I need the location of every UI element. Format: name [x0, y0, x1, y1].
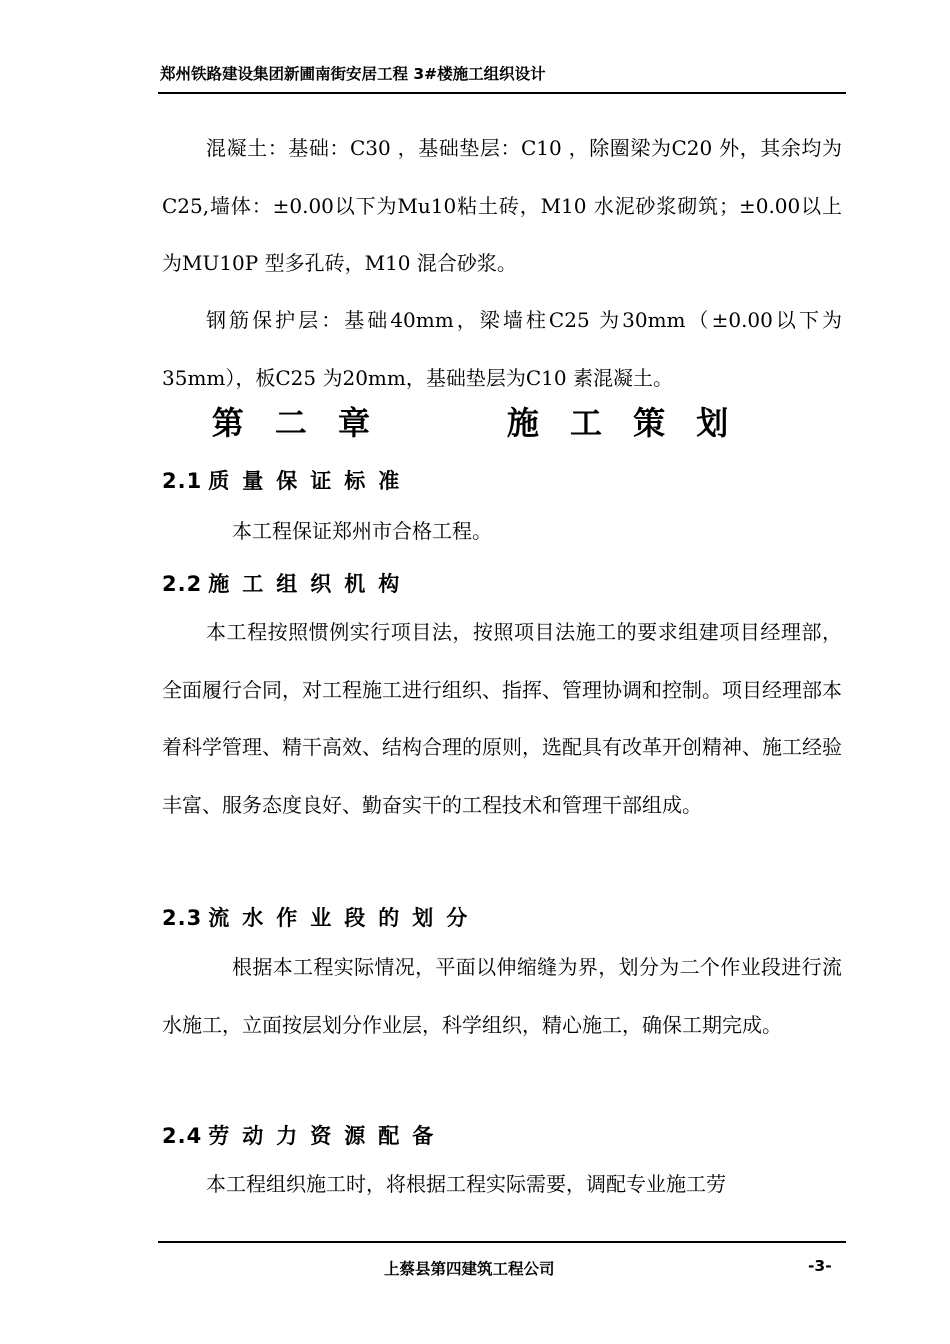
section-title: 劳动力资源配备 [208, 1124, 447, 1148]
section-number: 2.4 [162, 1124, 203, 1148]
section-text: 本工程组织施工时，将根据工程实际需要，调配专业施工劳 [206, 1172, 726, 1196]
section-heading [162, 1120, 446, 1150]
section-title: 流水作业段的划分 [208, 906, 481, 930]
section-title: 质量保证标准 [208, 469, 413, 493]
footer-company: 上蔡县第四建筑工程公司 [384, 1260, 555, 1278]
section-heading [162, 465, 412, 495]
section-heading [162, 568, 412, 598]
section-text: 根据本工程实际情况，平面以伸缩缝为界，划分为二个作业段进行流水施工，立面按层划分作业层，科学组织，精心施工，确保工期完成。 [162, 955, 842, 1037]
section-text: 本工程按照惯例实行项目法，按照项目法施工的要求组建项目经理部，全面履行合同，对工程施工进行组织、指挥、管理协调和控制。项目经理部本着科学管理、精干高效、结构合理的原则，选配具有改革开创精神、施工经验丰富、服务态度良好、勤奋实干的工程技术和管理干部组成。 [162, 620, 842, 817]
section-number: 2.3 [162, 906, 203, 930]
footer-divider [158, 1241, 846, 1243]
section-text: 本工程保证郑州市合格工程。 [232, 519, 492, 543]
section-title: 施工组织机构 [208, 572, 413, 596]
paragraph-rebar-cover: 钢筋保护层：基础40mm，梁墙柱C25 为30mm（±0.00以下为35mm），板C25 为20mm，基础垫层为C10 素混凝土。 [162, 308, 842, 390]
header-title: 郑州铁路建设集团新圃南街安居工程 3#楼施工组织设计 [160, 65, 546, 83]
paragraph-concrete: 混凝土：基础：C30 ，基础垫层：C10 ，除圈梁为C20 外，其余均为C25,墙体：±0.00以下为Mu10粘土砖，M10 水泥砂浆砌筑；±0.00以上为MU10P 型多孔砖，M10 混合砂浆。 [162, 136, 842, 275]
chapter-title: 第 二 章 施 工 策 划 [211, 404, 739, 442]
header-divider [158, 92, 846, 94]
section-heading [162, 902, 480, 932]
section-number: 2.1 [162, 469, 203, 493]
section-number: 2.2 [162, 572, 203, 596]
page-number: -3- [808, 1257, 832, 1275]
